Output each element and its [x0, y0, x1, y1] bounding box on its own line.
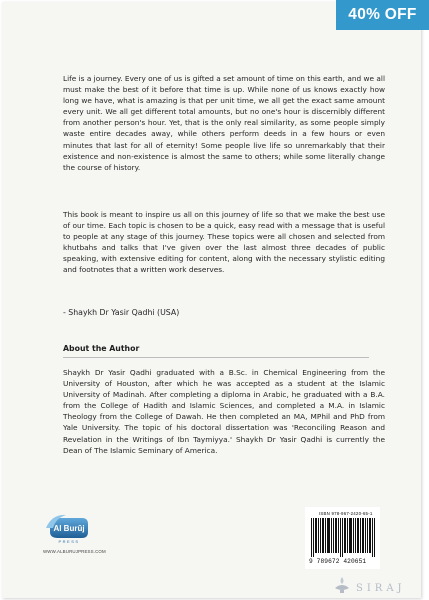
about-author-paragraph: Shaykh Dr Yasir Qadhi graduated with a B.Sc. in Chemical Engineering from the University of Houston, after which he was accepted as a student at the Islamic University of Madinah. After completing a diploma in Arabic, he graduated with a B.A. from the College of Hadith and Islamic Sciences, and completed a M.A. in Islamic Theology from the College of Dawah. He then completed an MA, MPhil and PhD from Yale University. The topic of his doctoral dissertation was 'Reconciling Reason and Revelation in the Writings of Ibn Taymiyya.' Shaykh Dr Yasir Qadhi is currently the Dean of The Islamic Seminary of America. — [63, 368, 385, 455]
siraj-lamp-icon — [332, 576, 352, 596]
logo-subtext: PRESS — [58, 539, 80, 544]
barcode-digits: 9 789672 420651 — [309, 558, 367, 565]
isbn-label: ISBN 978-967-2420-65-1 — [319, 511, 373, 516]
publisher-logo — [44, 512, 90, 545]
logo-wordmark: Al Burūj — [53, 524, 85, 533]
intro-paragraph: Life is a journey. Every one of us is gifted a set amount of time on this earth, and we all must make the best of it before that time is up. While none of us knows exactly how long we have, what is amazing is that per unit time, we all get the exact same amount every unit. We all get different total amounts, but no one's hour is discernibly different from another person's hour. Yet, that is the only real similarity, as some people simply waste entire decades away, while others perform deeds in a few hours or even minutes that last for all of eternity! Some people live life so unremarkably that their existence and non-existence is almost the same to others; while some literally change the course of history. — [63, 74, 385, 172]
author-signature: - Shaykh Dr Yasir Qadhi (USA) — [63, 308, 180, 317]
discount-badge: 40% OFF — [336, 0, 429, 30]
publisher-website: WWW.ALBURUJPRESS.COM — [43, 549, 106, 554]
section-divider — [63, 357, 369, 358]
about-author-heading: About the Author — [63, 344, 140, 353]
purpose-paragraph: This book is meant to inspire us all on this journey of life so that we make the best use of our time. Each topic is chosen to be a quick, easy read with a message that is useful to people at any stage of this journey. These topics were all chosen and selected from khutbahs and talks that I've given over the last almost three decades of public speaking, with extensive editing for content, along with the necessary stylistic editing and footnotes that a written work deserves. — [63, 210, 385, 275]
watermark-text: SIRAJ — [356, 583, 406, 594]
store-watermark — [332, 574, 422, 596]
barcode-bars — [311, 518, 375, 557]
isbn-barcode — [305, 507, 380, 569]
book-back-cover — [2, 2, 421, 598]
